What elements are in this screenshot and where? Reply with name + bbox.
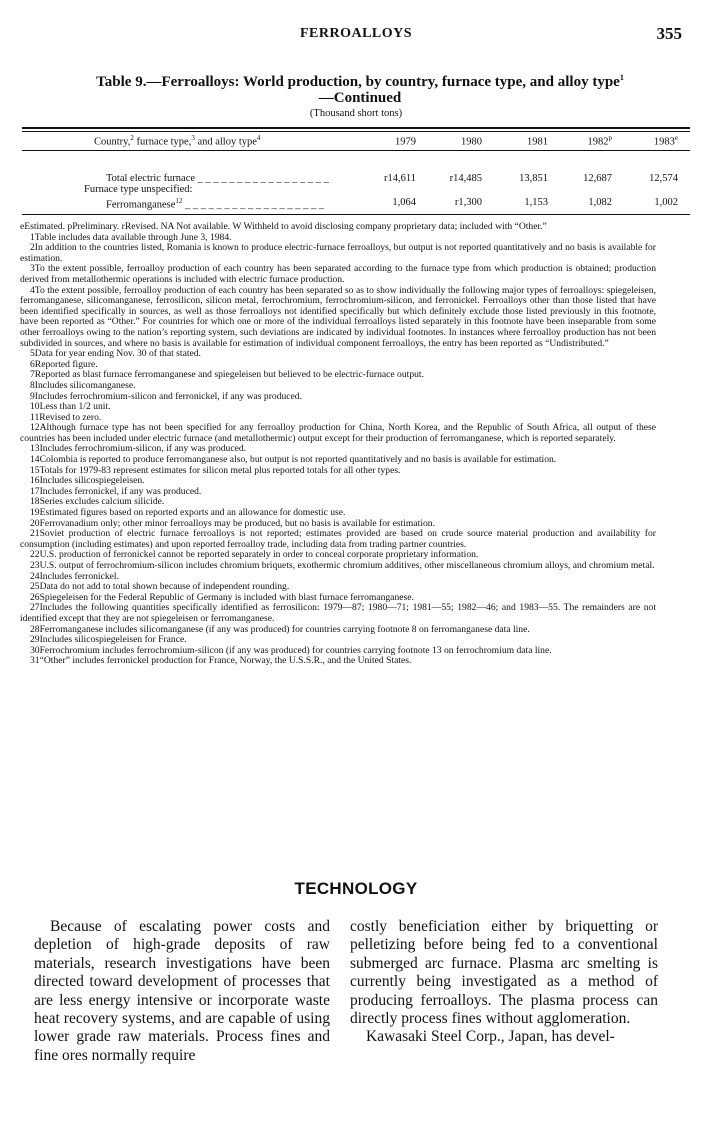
section-heading: TECHNOLOGY (294, 879, 418, 898)
footnote: 14Colombia is reported to produce ferromanganese also, but output is not reported quantitatively and no basis is available for estimation. (30, 454, 557, 466)
body-column-left (34, 918, 330, 1065)
table-cell: 12,687 (583, 173, 612, 184)
page-number: 355 (656, 24, 682, 43)
footnote: 3To the extent possible, ferroalloy production of each country has been separated according to the furnace type from which production is obtained; production derived from metallothermic operations is included with electric furnace production. (20, 263, 656, 285)
footnote: 20Ferrovanadium only; other minor ferroalloys may be produced, but no basis is available for estimation. (30, 517, 435, 529)
row-label: Ferromanganese$^{12}$ _ _ _ _ _ _ _ _ _ _ _ _ _ _ _ _ _ _ (106, 197, 325, 211)
footnote: 29Includes silicospiegeleisen for France. (30, 634, 187, 646)
table-row (22, 197, 690, 210)
table-cell: r14,611 (384, 173, 416, 184)
table-title-line1: Table 9.—Ferroalloys: World production, by country, furnace type, and alloy type (96, 74, 620, 90)
footnote: 24Includes ferronickel. (30, 570, 119, 582)
footnote: 19Estimated figures based on reported exports and an allowance for domestic use. (30, 507, 346, 519)
table-title (20, 70, 700, 106)
footnote: 21Soviet production of electric furnace ferroalloys is not reported; estimates provided are based on crude source material production and availability for consumption (including estimates) and upon reported ferroalloy trade, including data from trading partner countries. (20, 528, 656, 550)
body-paragraph: costly beneficiation either by briquetting or pelletizing before being fed to a conventional submerged arc furnace. Plasma arc smelting is currently being investigated as a method of producing ferroalloys. The plasma process can directly process fines without agglomeration. (350, 918, 658, 1028)
table-top-rule-thin (22, 131, 690, 132)
footnotes (20, 222, 656, 667)
table-cell: 1,153 (524, 197, 548, 208)
footnote: 9Includes ferrochromium-silicon and ferronickel, if any was produced. (30, 390, 302, 402)
footnote: 16Includes silicospiegeleisen. (30, 475, 145, 487)
table-cell: r1,300 (454, 197, 482, 208)
table-cell: 12,574 (649, 173, 678, 184)
footnote: 27Includes the following quantities specifically identified as ferrosilicon: 1979—87; 1980—71; 1981—55; 1982—46; and 1983—55. The remainders are not identified except that they are not spiegeleisen or ferromanganese. (20, 602, 656, 624)
table-title-footnote-ref: 1 (619, 73, 624, 82)
table-header-row (22, 134, 690, 148)
footnote: 26Spiegeleisen for the Federal Republic of Germany is included with blast furnace ferromanganese. (30, 591, 414, 603)
table-cell: 1,082 (588, 197, 612, 208)
table-cell: 1,002 (654, 197, 678, 208)
table-bottom-rule (22, 214, 690, 215)
row-label: Total electric furnace _ _ _ _ _ _ _ _ _ _ _ _ _ _ _ _ _ (106, 173, 329, 184)
row-label: Furnace type unspecified: (84, 184, 193, 195)
column-header-year: 1980 (461, 136, 482, 148)
column-header-year: 1979 (395, 136, 416, 148)
footnote: 31“Other” includes ferronickel production for France, Norway, the U.S.S.R., and the United States. (30, 655, 412, 667)
footnote: 23U.S. output of ferrochromium-silicon includes chromium briquets, exothermic chromium additives, other miscellaneous chromium alloys, and chromium metal. (30, 560, 655, 571)
footnote: 10Less than 1/2 unit. (30, 401, 111, 413)
footnote: 7Reported as blast furnace ferromanganese and spiegeleisen but believed to be electric-furnace output. (30, 369, 424, 381)
footnote: 1Table includes data available through June 3, 1984. (30, 231, 232, 243)
column-header-label: Country,$^2$ furnace type,$^3$ and alloy type$^4$ (94, 134, 261, 148)
footnote: 17Includes ferronickel, if any was produced. (30, 485, 202, 497)
column-header-year: 1982$^p$ (587, 134, 612, 148)
footnote: 22U.S. production of ferronickel cannot be reported separately in order to conceal corporate proprietary information. (30, 549, 479, 561)
footnote: 5Data for year ending Nov. 30 of that stated. (30, 348, 201, 360)
table-title-line2: —Continued (318, 90, 402, 106)
footnote: 11Revised to zero. (30, 411, 102, 423)
footnote: 18Series excludes calcium silicide. (30, 496, 165, 508)
footnote: 12Although furnace type has not been specified for any ferroalloy production for China, North Korea, and the Republic of South Africa, all output of these countries has been included under electric furnace (and metallothermic) output except for their production of ferromanganese, which is reported separately. (20, 422, 656, 444)
footnote: 28Ferromanganese includes silicomanganese (if any was produced) for countries carrying footnote 8 on ferromanganese data line. (30, 623, 530, 635)
column-header-year: 1981 (527, 136, 548, 148)
table-units: (Thousand short tons) (309, 108, 403, 119)
body-paragraph: Because of escalating power costs and depletion of high-grade deposits of raw materials, research investigations have been directed toward development of processes that are less energy intensive or incorporate waste heat recovery systems, and are capable of using lower grade raw materials. Process fines and fine ores normally require (34, 918, 330, 1064)
table-cell: r14,485 (449, 173, 482, 184)
table-cell: 13,851 (519, 173, 548, 184)
footnote: 13Includes ferrochromium-silicon, if any was produced. (30, 443, 247, 455)
body-column-right (350, 918, 658, 1047)
column-header-year: 1983e (653, 134, 678, 148)
table-cell: 1,064 (392, 197, 416, 208)
running-head (0, 26, 712, 48)
footnote: 30Ferrochromium includes ferrochromium-silicon (if any was produced) for countries carrying footnote 13 on ferrochromium data line. (30, 644, 552, 656)
footnote: 15Totals for 1979-83 represent estimates for silicon metal plus reported totals for all other types. (30, 464, 401, 476)
footnote: 4To the extent possible, ferroalloy production of each country has been separated so as to show individually the following major types of ferroalloys: spiegeleisen, ferromanganese, silicomanganese, ferrosilicon, silicon metal, ferrochromium, ferrochromium-silicon, and ferronickel. Ferroalloys other than those listed that have been identified specifically in sources, as well as those ferroalloys not identified specifically but which definitely exclude those listed previously in this footnote, have been reported as “Other.” For countries for which one or more of the individual ferroalloys listed separately in this footnote have been inseparable from some other ferroalloys owing to the nation’s reporting system, such deviations are indicated by individual footnotes. In instances where ferroalloy production has not been subdivided in sources, and where no basis is available for estimation of individual component ferroalloys, the entry has been reported as “Undistributed.” (20, 284, 656, 349)
footnote: 6Reported figure. (30, 358, 98, 370)
body-paragraph: Kawasaki Steel Corp., Japan, has devel- (366, 1028, 615, 1046)
table-top-rule (22, 127, 690, 129)
table-header-rule (22, 150, 690, 151)
table-row (22, 184, 690, 197)
running-head-title: FERROALLOYS (299, 26, 413, 41)
footnote: 8Includes silicomanganese. (30, 379, 136, 391)
footnote: 2In addition to the countries listed, Romania is known to produce electric-furnace ferroalloys, but output is not reported quantitatively and no basis is available for estimation. (20, 242, 656, 264)
footnote: eEstimated. pPreliminary. rRevised. NA Not available. W Withheld to avoid disclosing company proprietary data; included with “Other.” (20, 221, 547, 232)
footnote: 25Data do not add to total shown because of independent rounding. (30, 581, 290, 593)
